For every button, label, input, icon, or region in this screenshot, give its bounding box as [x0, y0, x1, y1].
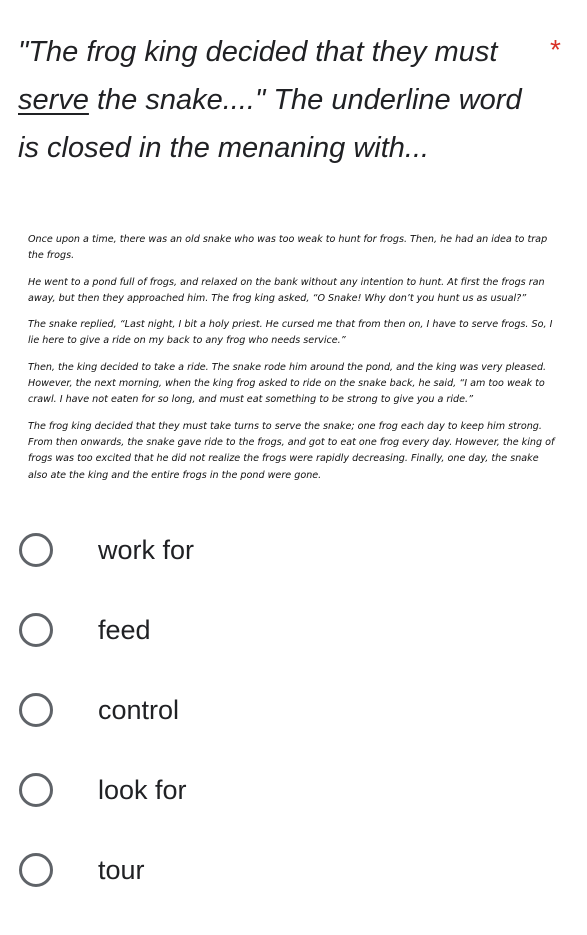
- option-label: feed: [98, 614, 151, 645]
- passage-paragraph: He went to a pond full of frogs, and relaxed on the bank without any intention to hunt. At first the frogs ran away, but then they approached him. The frog king asked, “O Snake! Why don’t you hunt us as usual?”: [28, 276, 545, 304]
- question-title: [18, 28, 538, 172]
- passage-paragraph: The frog king decided that they must take turns to serve the snake; one frog each day to keep him strong. From then onwards, the snake gave ride to the frogs, and got to eat one frog every day. However, the king of frogs was too excited that he did not realize the frogs were rapidly decreasing. Finally, one day, the snake also ate the king and the entire frogs in the pond were gone.: [28, 420, 555, 481]
- answer-options: [18, 510, 558, 910]
- radio-button-icon[interactable]: [19, 533, 53, 567]
- radio-button-icon[interactable]: [19, 853, 53, 887]
- question-text-after: the snake...." The underline word is closed in the menaning with...: [18, 84, 522, 164]
- passage-paragraph: Once upon a time, there was an old snake who was too weak to hunt for frogs. Then, he had an idea to trap the frogs.: [28, 234, 548, 262]
- passage-paragraph: Then, the king decided to take a ride. The snake rode him around the pond, and the king was very pleased. However, the next morning, when the king frog asked to ride on the snake back, he said, “I am too weak to crawl. I have not eaten for so long, and must eat something to be strong to give you a ride.”: [28, 361, 547, 406]
- passage-paragraph: The snake replied, “Last night, I bit a holy priest. He cursed me that from then on, I have to serve frogs. So, I lie here to give a ride on my back to any frog who needs service.”: [28, 319, 553, 347]
- option-look-for[interactable]: [18, 750, 558, 830]
- radio-button-icon[interactable]: [19, 613, 53, 647]
- option-label: work for: [98, 534, 195, 565]
- option-label: look for: [98, 774, 187, 805]
- question-underlined-word: serve: [18, 84, 89, 116]
- option-feed[interactable]: [18, 590, 558, 670]
- option-label: control: [98, 694, 180, 725]
- option-control[interactable]: [18, 670, 558, 750]
- option-work-for[interactable]: [18, 510, 558, 590]
- question-text-before: "The frog king decided that they must: [18, 36, 498, 68]
- required-asterisk: *: [550, 34, 561, 65]
- radio-button-icon[interactable]: [19, 773, 53, 807]
- story-passage-image: [28, 232, 560, 494]
- option-tour[interactable]: [18, 830, 558, 910]
- option-label: tour: [98, 854, 145, 885]
- radio-button-icon[interactable]: [19, 693, 53, 727]
